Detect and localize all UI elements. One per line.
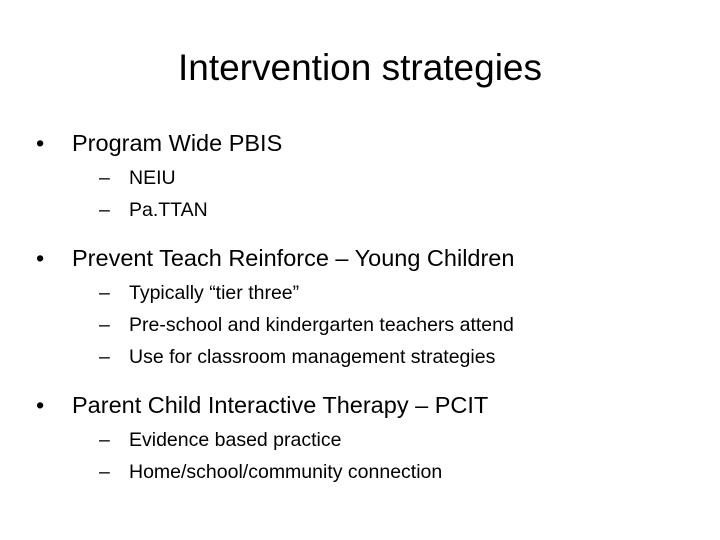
bullet-item: [36, 388, 696, 422]
slide-title: Intervention strategies: [177, 47, 543, 88]
sub-bullet-item: [99, 456, 696, 488]
dash-icon: –: [99, 314, 110, 336]
bullet-list: [36, 126, 696, 503]
bullet-text: Prevent Teach Reinforce – Young Children: [72, 245, 515, 271]
dash-icon: –: [99, 282, 110, 304]
bullet-text: Parent Child Interactive Therapy – PCIT: [72, 392, 489, 418]
sub-bullet-item: [99, 341, 696, 373]
bullet-dot-icon: •: [36, 392, 45, 418]
sub-bullet-text: Evidence based practice: [129, 429, 342, 451]
sub-bullet-text: Home/school/community connection: [129, 461, 443, 483]
sub-bullet-text: Pre-school and kindergarten teachers attend: [129, 314, 514, 336]
sub-bullet-list: [36, 277, 696, 373]
sub-bullet-item: [99, 162, 696, 194]
dash-icon: –: [99, 346, 110, 368]
dash-icon: –: [99, 167, 110, 189]
dash-icon: –: [99, 461, 110, 483]
sub-bullet-item: [99, 424, 696, 456]
bullet-text: Program Wide PBIS: [72, 130, 283, 156]
sub-bullet-item: [99, 194, 696, 226]
sub-bullet-list: [36, 162, 696, 226]
sub-bullet-text: Use for classroom management strategies: [129, 346, 496, 368]
sub-bullet-item: [99, 309, 696, 341]
sub-bullet-text: Typically “tier three”: [129, 282, 300, 304]
dash-icon: –: [99, 429, 110, 451]
dash-icon: –: [99, 199, 110, 221]
sub-bullet-item: [99, 277, 696, 309]
bullet-item: [36, 126, 696, 160]
sub-bullet-text: Pa.TTAN: [129, 199, 208, 221]
bullet-item: [36, 241, 696, 275]
sub-bullet-list: [36, 424, 696, 488]
sub-bullet-text: NEIU: [129, 167, 176, 189]
bullet-dot-icon: •: [36, 245, 45, 271]
bullet-dot-icon: •: [36, 130, 45, 156]
